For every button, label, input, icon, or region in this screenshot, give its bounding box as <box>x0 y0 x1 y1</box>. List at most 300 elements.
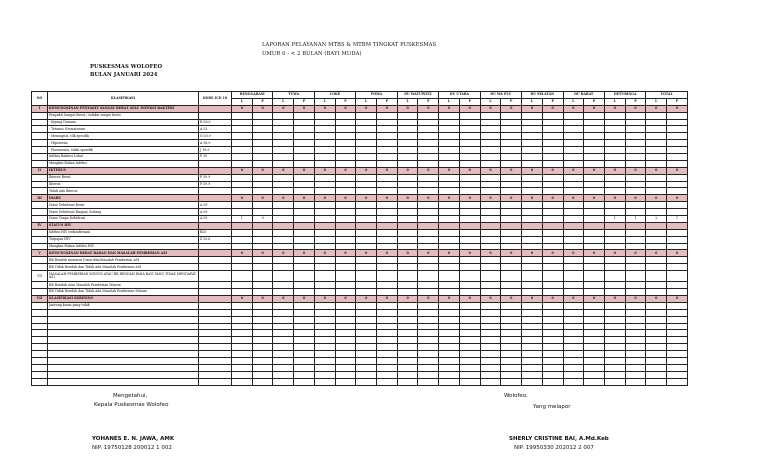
cell-value <box>625 371 646 378</box>
cell-value <box>646 357 667 364</box>
cell-value <box>522 209 543 216</box>
cell-value <box>356 188 377 195</box>
cell-value <box>439 147 460 154</box>
cell-value <box>252 351 273 358</box>
cell-value <box>294 140 315 147</box>
cell-value <box>418 378 439 385</box>
cell-value <box>397 302 418 309</box>
cell-value <box>314 181 335 188</box>
cell-value <box>377 236 398 243</box>
cell-value <box>542 243 563 250</box>
cell-value <box>335 309 356 316</box>
footer-reporter-nip: NIP. 19950330 202012 2 007 <box>514 445 594 451</box>
table-row <box>32 344 688 351</box>
cell-value <box>646 282 667 289</box>
cell-value <box>232 126 253 133</box>
cell-value <box>459 222 480 229</box>
table-row <box>32 309 688 316</box>
cell-value <box>335 289 356 296</box>
cell-value <box>418 257 439 264</box>
cell-value <box>314 243 335 250</box>
cell-value <box>397 264 418 271</box>
cell-value <box>480 257 501 264</box>
cell-value <box>356 357 377 364</box>
cell-value <box>501 378 522 385</box>
cell-value: 0 <box>232 167 253 174</box>
cell-value <box>335 160 356 167</box>
cell-value <box>625 271 646 282</box>
cell-value <box>397 344 418 351</box>
cell-value <box>584 181 605 188</box>
cell-value <box>314 119 335 126</box>
cell-value <box>335 216 356 223</box>
cell-value: 0 <box>480 250 501 257</box>
cell-value: 0 <box>294 167 315 174</box>
row-label: - Hipotermi <box>48 140 199 147</box>
col-header-no: NO <box>32 92 48 106</box>
cell-value <box>314 364 335 371</box>
cell-value <box>397 337 418 344</box>
cell-value <box>314 209 335 216</box>
cell-value <box>459 357 480 364</box>
cell-value <box>252 222 273 229</box>
cell-value <box>522 154 543 161</box>
cell-value <box>667 147 688 154</box>
cell-value <box>397 140 418 147</box>
row-label: Ikterus <box>48 181 199 188</box>
cell-value <box>273 112 294 119</box>
footer-acknowledged: Mengetahui, <box>113 393 148 399</box>
table-row <box>32 202 688 209</box>
cell-value: 0 <box>314 295 335 302</box>
cell-value: 0 <box>252 195 273 202</box>
cell-value <box>542 112 563 119</box>
cell-value <box>439 271 460 282</box>
cell-value <box>397 236 418 243</box>
cell-value <box>459 216 480 223</box>
section-row <box>32 105 688 112</box>
cell-value: 0 <box>604 195 625 202</box>
cell-value <box>439 126 460 133</box>
cell-value: 0 <box>625 167 646 174</box>
cell-value <box>294 209 315 216</box>
cell-value: 0 <box>563 295 584 302</box>
cell-value <box>584 337 605 344</box>
cell-value <box>459 289 480 296</box>
cell-value <box>252 257 273 264</box>
cell-value: 1 <box>604 216 625 223</box>
cell-value <box>604 378 625 385</box>
cell-value <box>232 289 253 296</box>
cell-value <box>667 181 688 188</box>
cell-value <box>335 371 356 378</box>
cell-value <box>252 282 273 289</box>
cell-value: 0 <box>522 250 543 257</box>
cell-value <box>563 216 584 223</box>
cell-value <box>563 282 584 289</box>
cell-value <box>646 257 667 264</box>
cell-value <box>377 357 398 364</box>
cell-value <box>273 309 294 316</box>
cell-value <box>604 209 625 216</box>
cell-value <box>232 147 253 154</box>
cell-value <box>232 133 253 140</box>
cell-value <box>584 357 605 364</box>
cell-value: 0 <box>522 295 543 302</box>
cell-value <box>459 371 480 378</box>
cell-value <box>252 236 273 243</box>
cell-value <box>667 302 688 309</box>
row-label <box>48 316 199 323</box>
col-header-p: P <box>501 98 522 105</box>
cell-value <box>501 364 522 371</box>
row-label: STATUS HIV <box>48 222 199 229</box>
cell-value <box>356 309 377 316</box>
cell-value <box>667 222 688 229</box>
table-row <box>32 216 688 223</box>
cell-value <box>418 316 439 323</box>
cell-value: 0 <box>667 167 688 174</box>
cell-value <box>273 229 294 236</box>
cell-value <box>501 282 522 289</box>
cell-value <box>335 147 356 154</box>
row-label <box>48 323 199 330</box>
cell-value <box>314 302 335 309</box>
cell-value <box>294 174 315 181</box>
cell-value <box>542 133 563 140</box>
cell-value <box>480 282 501 289</box>
cell-value: 0 <box>397 195 418 202</box>
cell-value <box>232 174 253 181</box>
cell-value: 0 <box>625 295 646 302</box>
row-label: Diare Dehidrasi Ringan/ Sedang <box>48 209 199 216</box>
cell-value: 0 <box>252 295 273 302</box>
cell-value <box>459 351 480 358</box>
cell-value: 0 <box>604 105 625 112</box>
cell-value <box>397 316 418 323</box>
cell-value <box>563 160 584 167</box>
cell-value <box>232 344 253 351</box>
cell-value <box>439 309 460 316</box>
table-row <box>32 337 688 344</box>
cell-value <box>480 236 501 243</box>
cell-value <box>252 140 273 147</box>
cell-value <box>584 188 605 195</box>
cell-value <box>459 174 480 181</box>
row-icd <box>199 264 232 271</box>
col-header-l: L <box>232 98 253 105</box>
cell-value <box>314 216 335 223</box>
cell-value <box>563 174 584 181</box>
cell-value <box>377 337 398 344</box>
cell-value <box>522 216 543 223</box>
cell-value: 0 <box>522 167 543 174</box>
row-icd: A 09 <box>199 202 232 209</box>
cell-value <box>356 351 377 358</box>
cell-value <box>542 378 563 385</box>
cell-value <box>377 229 398 236</box>
table-row <box>32 351 688 358</box>
cell-value <box>501 216 522 223</box>
cell-value: 0 <box>397 167 418 174</box>
cell-value <box>604 264 625 271</box>
cell-value <box>625 174 646 181</box>
cell-value: 0 <box>439 295 460 302</box>
cell-value <box>252 316 273 323</box>
cell-value <box>377 222 398 229</box>
cell-value <box>335 119 356 126</box>
cell-value <box>377 364 398 371</box>
cell-value <box>377 119 398 126</box>
col-header-l: L <box>314 98 335 105</box>
cell-value <box>459 119 480 126</box>
cell-value <box>232 181 253 188</box>
cell-value <box>480 112 501 119</box>
section-row <box>32 250 688 257</box>
col-header-village: DU WATUWETI <box>397 92 438 99</box>
cell-value: 0 <box>439 250 460 257</box>
cell-value <box>294 351 315 358</box>
cell-value <box>294 282 315 289</box>
row-label: KLASIFIKASI SKRINING <box>48 295 199 302</box>
cell-value <box>646 188 667 195</box>
cell-value <box>439 302 460 309</box>
col-header-p: P <box>542 98 563 105</box>
row-icd <box>199 330 232 337</box>
cell-value <box>439 371 460 378</box>
cell-value <box>646 160 667 167</box>
cell-value <box>273 357 294 364</box>
col-header-village: RENGGARASI <box>232 92 273 99</box>
row-no <box>32 357 48 364</box>
cell-value: 0 <box>625 105 646 112</box>
cell-value <box>646 119 667 126</box>
cell-value <box>314 289 335 296</box>
cell-value <box>294 160 315 167</box>
cell-value <box>418 147 439 154</box>
cell-value <box>625 160 646 167</box>
cell-value <box>604 357 625 364</box>
cell-value <box>522 222 543 229</box>
cell-value <box>604 147 625 154</box>
cell-value <box>232 271 253 282</box>
cell-value <box>294 202 315 209</box>
col-header-village: DU BARAT <box>563 92 604 99</box>
cell-value <box>377 257 398 264</box>
cell-value <box>480 119 501 126</box>
row-label <box>48 378 199 385</box>
row-no <box>32 289 48 296</box>
cell-value <box>314 309 335 316</box>
cell-value <box>625 140 646 147</box>
section-row <box>32 295 688 302</box>
cell-value <box>501 289 522 296</box>
cell-value: 0 <box>273 105 294 112</box>
cell-value <box>646 229 667 236</box>
table-row <box>32 126 688 133</box>
cell-value <box>314 357 335 364</box>
cell-value <box>522 364 543 371</box>
cell-value: 0 <box>459 167 480 174</box>
cell-value <box>584 271 605 282</box>
cell-value <box>294 112 315 119</box>
cell-value <box>646 209 667 216</box>
cell-value <box>646 330 667 337</box>
row-no <box>32 112 48 119</box>
cell-value <box>335 222 356 229</box>
cell-value <box>397 181 418 188</box>
cell-value <box>459 154 480 161</box>
cell-value: 0 <box>480 195 501 202</box>
row-no: III <box>32 195 48 202</box>
cell-value <box>563 371 584 378</box>
row-label: Jantung kaum yang tidak <box>48 302 199 309</box>
cell-value <box>232 302 253 309</box>
cell-value <box>439 264 460 271</box>
cell-value <box>377 112 398 119</box>
cell-value <box>584 160 605 167</box>
cell-value <box>377 323 398 330</box>
cell-value <box>584 364 605 371</box>
row-no <box>32 344 48 351</box>
cell-value <box>625 309 646 316</box>
cell-value: 0 <box>377 195 398 202</box>
row-no <box>32 236 48 243</box>
cell-value <box>273 160 294 167</box>
row-no <box>32 302 48 309</box>
cell-value <box>667 236 688 243</box>
table-row <box>32 378 688 385</box>
row-no <box>32 257 48 264</box>
cell-value <box>604 112 625 119</box>
cell-value <box>232 209 253 216</box>
cell-value <box>584 119 605 126</box>
cell-value <box>314 160 335 167</box>
cell-value <box>418 282 439 289</box>
cell-value <box>335 316 356 323</box>
cell-value <box>252 160 273 167</box>
table-row <box>32 264 688 271</box>
table-row <box>32 257 688 264</box>
cell-value <box>584 257 605 264</box>
cell-value <box>625 337 646 344</box>
cell-value <box>584 174 605 181</box>
cell-value: 0 <box>335 295 356 302</box>
cell-value: 0 <box>439 195 460 202</box>
row-no <box>32 209 48 216</box>
cell-value <box>542 357 563 364</box>
table-row <box>32 229 688 236</box>
cell-value <box>542 351 563 358</box>
cell-value <box>604 337 625 344</box>
table-row <box>32 364 688 371</box>
cell-value: 0 <box>522 195 543 202</box>
cell-value <box>356 302 377 309</box>
cell-value <box>584 216 605 223</box>
cell-value <box>294 147 315 154</box>
cell-value <box>294 181 315 188</box>
cell-value: 0 <box>584 250 605 257</box>
cell-value <box>377 154 398 161</box>
cell-value <box>501 140 522 147</box>
cell-value: 0 <box>501 195 522 202</box>
cell-value <box>522 282 543 289</box>
cell-value <box>563 351 584 358</box>
row-icd: A 09 <box>199 209 232 216</box>
cell-value <box>232 330 253 337</box>
cell-value <box>356 257 377 264</box>
cell-value <box>356 160 377 167</box>
row-no: IV <box>32 222 48 229</box>
cell-value <box>501 222 522 229</box>
cell-value <box>542 337 563 344</box>
cell-value <box>252 154 273 161</box>
col-header-l: L <box>397 98 418 105</box>
cell-value <box>377 344 398 351</box>
cell-value <box>563 126 584 133</box>
cell-value <box>356 243 377 250</box>
cell-value <box>335 282 356 289</box>
cell-value <box>501 330 522 337</box>
cell-value <box>604 133 625 140</box>
cell-value <box>397 351 418 358</box>
cell-value <box>646 112 667 119</box>
cell-value: 0 <box>584 167 605 174</box>
cell-value <box>522 323 543 330</box>
cell-value <box>314 378 335 385</box>
cell-value <box>667 257 688 264</box>
cell-value <box>501 271 522 282</box>
row-label: BB Tidak Rendah dan Tidak Ada Masalah Pemberian ASI <box>48 264 199 271</box>
cell-value <box>459 202 480 209</box>
cell-value: 0 <box>480 105 501 112</box>
cell-value <box>314 337 335 344</box>
cell-value <box>335 271 356 282</box>
table-row <box>32 323 688 330</box>
cell-value <box>625 344 646 351</box>
cell-value <box>459 209 480 216</box>
row-no <box>32 330 48 337</box>
cell-value <box>335 154 356 161</box>
cell-value <box>625 289 646 296</box>
cell-value <box>459 181 480 188</box>
cell-value <box>584 264 605 271</box>
row-no <box>32 378 48 385</box>
cell-value <box>252 209 273 216</box>
report-title: LAPORAN PELAYANAN MTBS & MTBM TINGKAT PUSKESMAS <box>262 42 437 48</box>
cell-value <box>418 222 439 229</box>
cell-value <box>294 316 315 323</box>
cell-value <box>480 140 501 147</box>
cell-value <box>273 378 294 385</box>
row-no <box>32 323 48 330</box>
cell-value <box>459 126 480 133</box>
cell-value <box>646 344 667 351</box>
row-label <box>48 371 199 378</box>
cell-value <box>542 154 563 161</box>
cell-value <box>646 147 667 154</box>
cell-value <box>480 133 501 140</box>
cell-value <box>646 364 667 371</box>
cell-value <box>356 364 377 371</box>
cell-value <box>604 174 625 181</box>
cell-value <box>273 323 294 330</box>
col-header-p: P <box>335 98 356 105</box>
cell-value <box>418 188 439 195</box>
cell-value <box>625 126 646 133</box>
row-no <box>32 337 48 344</box>
col-header-p: P <box>625 98 646 105</box>
